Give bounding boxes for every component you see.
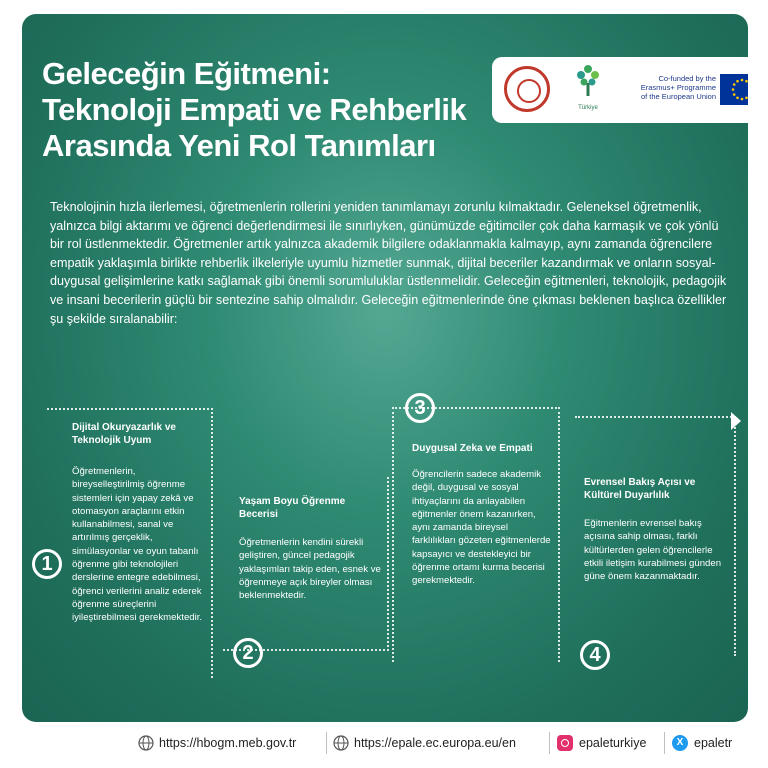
cofunded-line-3: of the European Union [640,92,716,101]
globe-icon [333,735,349,751]
title-line-3: Arasında Yeni Rol Tanımları [42,128,436,163]
step-2-title: Yaşam Boyu Öğrenme Becerisi [239,496,346,520]
cofunded-line-1: Co-funded by the [658,74,716,83]
turkiye-label: Türkiye [578,105,598,111]
epale-link-text[interactable]: https://epale.ec.europa.eu/en [354,736,516,750]
step-3-number: 3 [405,393,435,423]
title-line-2: Teknoloji Empati ve Rehberlik [42,92,467,127]
step-1-title: Dijital Okuryazarlık ve Teknolojik Uyum [72,422,176,446]
twitter-link[interactable] [672,732,732,754]
turkiye-tree-icon [574,63,602,97]
partner-logos [492,57,748,123]
step-2-number: 2 [233,638,263,668]
epale-link[interactable] [333,732,516,754]
turkiye-logo [568,63,608,119]
instagram-handle[interactable]: epaleturkiye [579,736,647,750]
step-2-text: Öğretmenlerin kendini sürekli geliştiren, güncel pedagojik yaklaşımları takip eden, esnek ve öğrenmeye açık bireyler olması beklenmektedir. [239,537,381,602]
step-3-title: Duygusal Zeka ve Empati [412,443,533,454]
footer-divider-2 [549,732,550,754]
next-arrow-icon[interactable] [731,412,741,430]
ministry-link[interactable] [138,732,296,754]
step-4-text: Eğitmenlerin evrensel bakış açısına sahip olması, farklı kültürlerden gelen öğrencilerle etkili iletişim kurabilmesi günden güne önem kazanmaktadır. [584,518,722,583]
cofunded-text [624,74,716,101]
x-twitter-icon: X [672,735,688,751]
title-line-1: Geleceğin Eğitmeni: [42,56,331,91]
step-1-number: 1 [32,549,62,579]
intro-paragraph: Teknolojinin hızla ilerlemesi, öğretmenlerin rollerini yeniden tanımlamayı zorunlu kılmaktadır. Geleneksel öğretmenlik, yalnızca bilgi aktarımı ve öğrenci değerlendirmesi ile sınırlıyken, günümüzde eğitimciler çok daha karmaşık ve çok yönlü bir rol üstlenmektedir. Öğretmenler artık yalnızca akademik bilgilere odaklanmakla kalmayıp, aynı zamanda öğrencilere empatik yaklaşımla birlikte rehberlik ilkeleriyle uyumlu hizmetler sunmak, dijital beceriler kazandırmak ve onların sosyal-duygusal gelişimlerine katkı sağlamak gibi önemli sorumluluklar üstlenmelidir. Geleceğin eğitmenleri, teknolojik, pedagojik ve insani becerilerin güçlü bir sentezine sahip olmalıdır. Geleceğin eğitmenlerinde öne çıkması beklenen başlıca özellikler şu şekilde sıralanabilir: [50,200,727,326]
page-title [42,56,466,164]
step-1-text: Öğretmenlerin, bireyselleştirilmiş öğrenme sistemleri için yapay zekâ ve otomasyon araçlarını etkin kullanabilmesi, sanal ve artırılmış gerçeklik, simülasyonlar ve oyun tabanlı öğrenme gibi teknolojileri derslerine entegre edebilmesi, öğrenci verilerini analiz ederek öğrenme süreçlerini iyileştirebilmesi gerekmektedir. [72,466,203,624]
footer-divider-1 [326,732,327,754]
twitter-handle[interactable]: epaletr [694,736,733,750]
step-4-number: 4 [580,640,610,670]
instagram-link[interactable] [557,732,646,754]
infographic-card [22,14,748,722]
instagram-icon [557,735,573,751]
globe-icon [138,735,154,751]
ministry-link-text[interactable]: https://hbogm.meb.gov.tr [159,736,297,750]
cofunded-line-2: Erasmus+ Programme [640,83,716,92]
step-3-text: Öğrencilerin sadece akademik değil, duygusal ve sosyal ihtiyaçlarını da anlayabilen eğitmenler önem kazanırken, aynı zamanda bireysel farklılıkları gözeten eğitmenlerde kapsayıcı ve destekleyici bir öğrenme ortamı kurma becerisi gerekmektedir. [412,469,551,587]
meb-seal-icon [504,66,550,112]
step-4-title: Evrensel Bakış Açısı ve Kültürel Duyarlılık [584,477,696,501]
eu-flag-icon [720,74,748,105]
footer-links [0,728,768,758]
footer-divider-3 [664,732,665,754]
